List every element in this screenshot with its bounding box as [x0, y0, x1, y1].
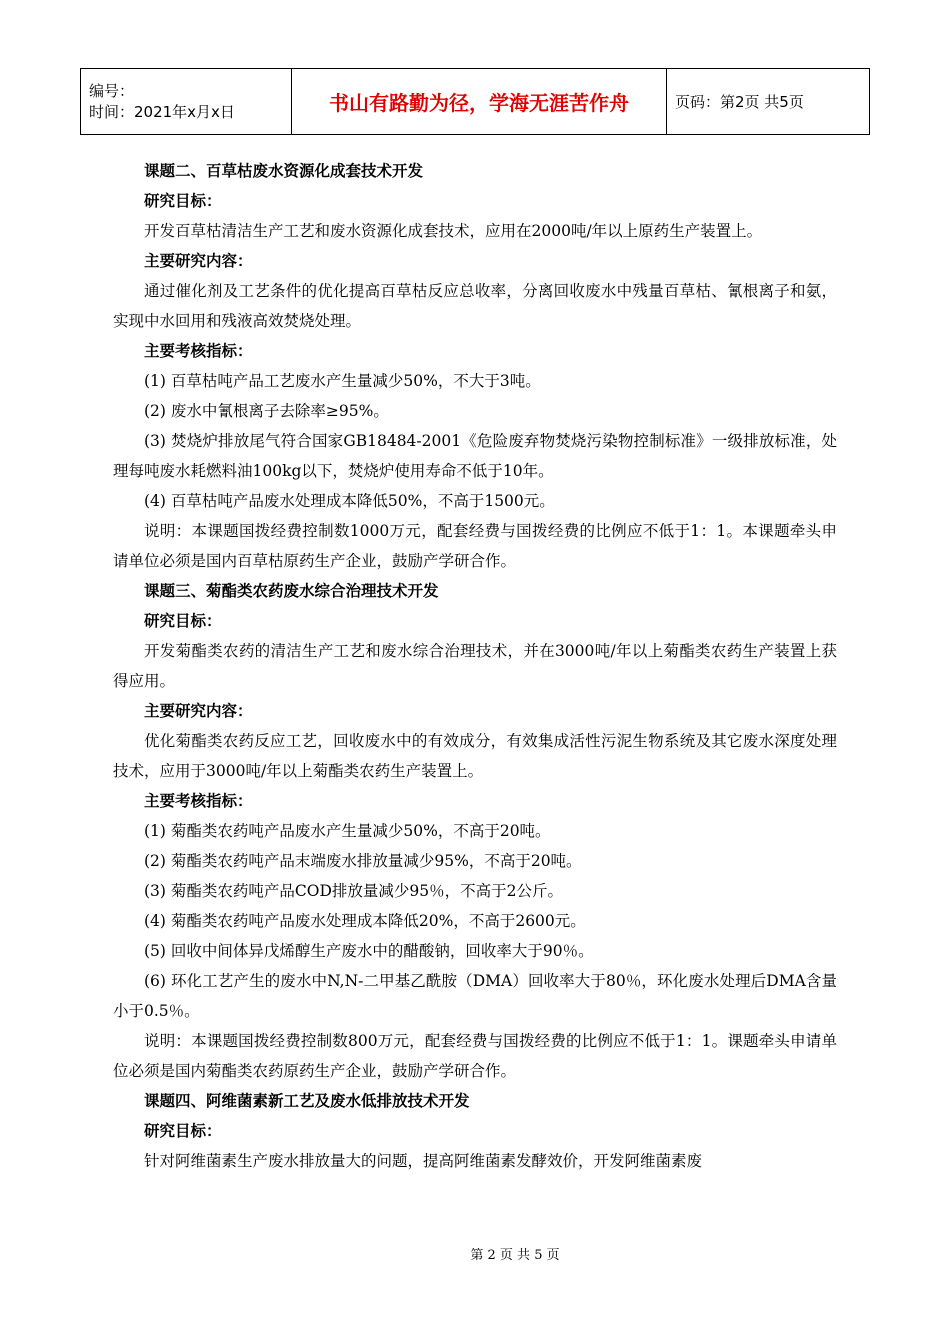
paragraph: (1) 百草枯吨产品工艺废水产生量减少50%，不大于3吨。 — [144, 372, 541, 390]
section-heading: 主要考核指标： — [144, 342, 253, 360]
paragraph: 优化菊酯类农药反应工艺，回收废水中的有效成分，有效集成活性污泥生物系统及其它废水深度处理技术，应用于3000吨/年以上菊酯类农药生产装置上。 — [113, 732, 837, 780]
paragraph: (2) 菊酯类农药吨产品末端废水排放量减少95%，不高于20吨。 — [144, 852, 582, 870]
paragraph: 说明：本课题国拨经费控制数1000万元，配套经费与国拨经费的比例应不低于1：1。本课题牵头申请单位必须是国内百草枯原药生产企业，鼓励产学研合作。 — [113, 522, 837, 570]
paragraph: (2) 废水中氰根离子去除率≥95%。 — [144, 402, 389, 420]
paragraph: (5) 回收中间体异戊烯醇生产废水中的醋酸钠，回收率大于90％。 — [144, 942, 594, 960]
paragraph: (3) 焚烧炉排放尾气符合国家GB18484-2001《危险废弃物焚烧污染物控制标准》一级排放标准，处理每吨废水耗燃料油100kg以下，焚烧炉使用寿命不低于10年。 — [113, 432, 837, 480]
paragraph: 针对阿维菌素生产废水排放量大的问题，提高阿维菌素发酵效价，开发阿维菌素废 — [144, 1152, 703, 1170]
document-number-label: 编号： — [89, 81, 135, 100]
paragraph: (6) 环化工艺产生的废水中N,N-二甲基乙酰胺（DMA）回收率大于80％，环化废水处理后DMA含量小于0.5％。 — [113, 972, 837, 1020]
paragraph: 开发菊酯类农药的清洁生产工艺和废水综合治理技术，并在3000吨/年以上菊酯类农药生产装置上获得应用。 — [113, 642, 837, 690]
section-heading: 课题二、百草枯废水资源化成套技术开发 — [144, 162, 424, 180]
paragraph: 说明：本课题国拨经费控制数800万元，配套经费与国拨经费的比例应不低于1：1。课题牵头申请单位必须是国内菊酯类农药原药生产企业，鼓励产学研合作。 — [113, 1032, 837, 1080]
section-heading: 研究目标： — [144, 1122, 222, 1140]
paragraph: (4) 菊酯类农药吨产品废水处理成本降低20%，不高于2600元。 — [144, 912, 586, 930]
page-header — [80, 68, 870, 135]
header-page-info: 页码：第2页 共5页 — [667, 69, 870, 135]
header-meta — [81, 69, 292, 135]
paragraph: (1) 菊酯类农药吨产品废水产生量减少50%，不高于20吨。 — [144, 822, 551, 840]
page-footer: 第 2 页 共 5 页 — [470, 1248, 560, 1263]
paragraph: (3) 菊酯类农药吨产品COD排放量减少95％，不高于2公斤。 — [144, 882, 563, 900]
section-heading: 研究目标： — [144, 612, 222, 630]
section-heading: 课题四、阿维菌素新工艺及废水低排放技术开发 — [144, 1092, 470, 1110]
paragraph: 开发百草枯清洁生产工艺和废水资源化成套技术，应用在2000吨/年以上原药生产装置上。 — [144, 222, 763, 240]
paragraph: 通过催化剂及工艺条件的优化提高百草枯反应总收率，分离回收废水中残量百草枯、氰根离子和氨，实现中水回用和残液高效焚烧处理。 — [113, 282, 837, 330]
section-heading: 研究目标： — [144, 192, 222, 210]
document-time: 时间：2021年x月x日 — [89, 102, 235, 121]
section-heading: 主要研究内容： — [144, 702, 253, 720]
document-body — [113, 156, 837, 1176]
section-heading: 课题三、菊酯类农药废水综合治理技术开发 — [144, 582, 439, 600]
section-heading: 主要研究内容： — [144, 252, 253, 270]
header-motto: 书山有路勤为径，学海无涯苦作舟 — [292, 69, 667, 135]
paragraph: (4) 百草枯吨产品废水处理成本降低50%，不高于1500元。 — [144, 492, 555, 510]
section-heading: 主要考核指标： — [144, 792, 253, 810]
